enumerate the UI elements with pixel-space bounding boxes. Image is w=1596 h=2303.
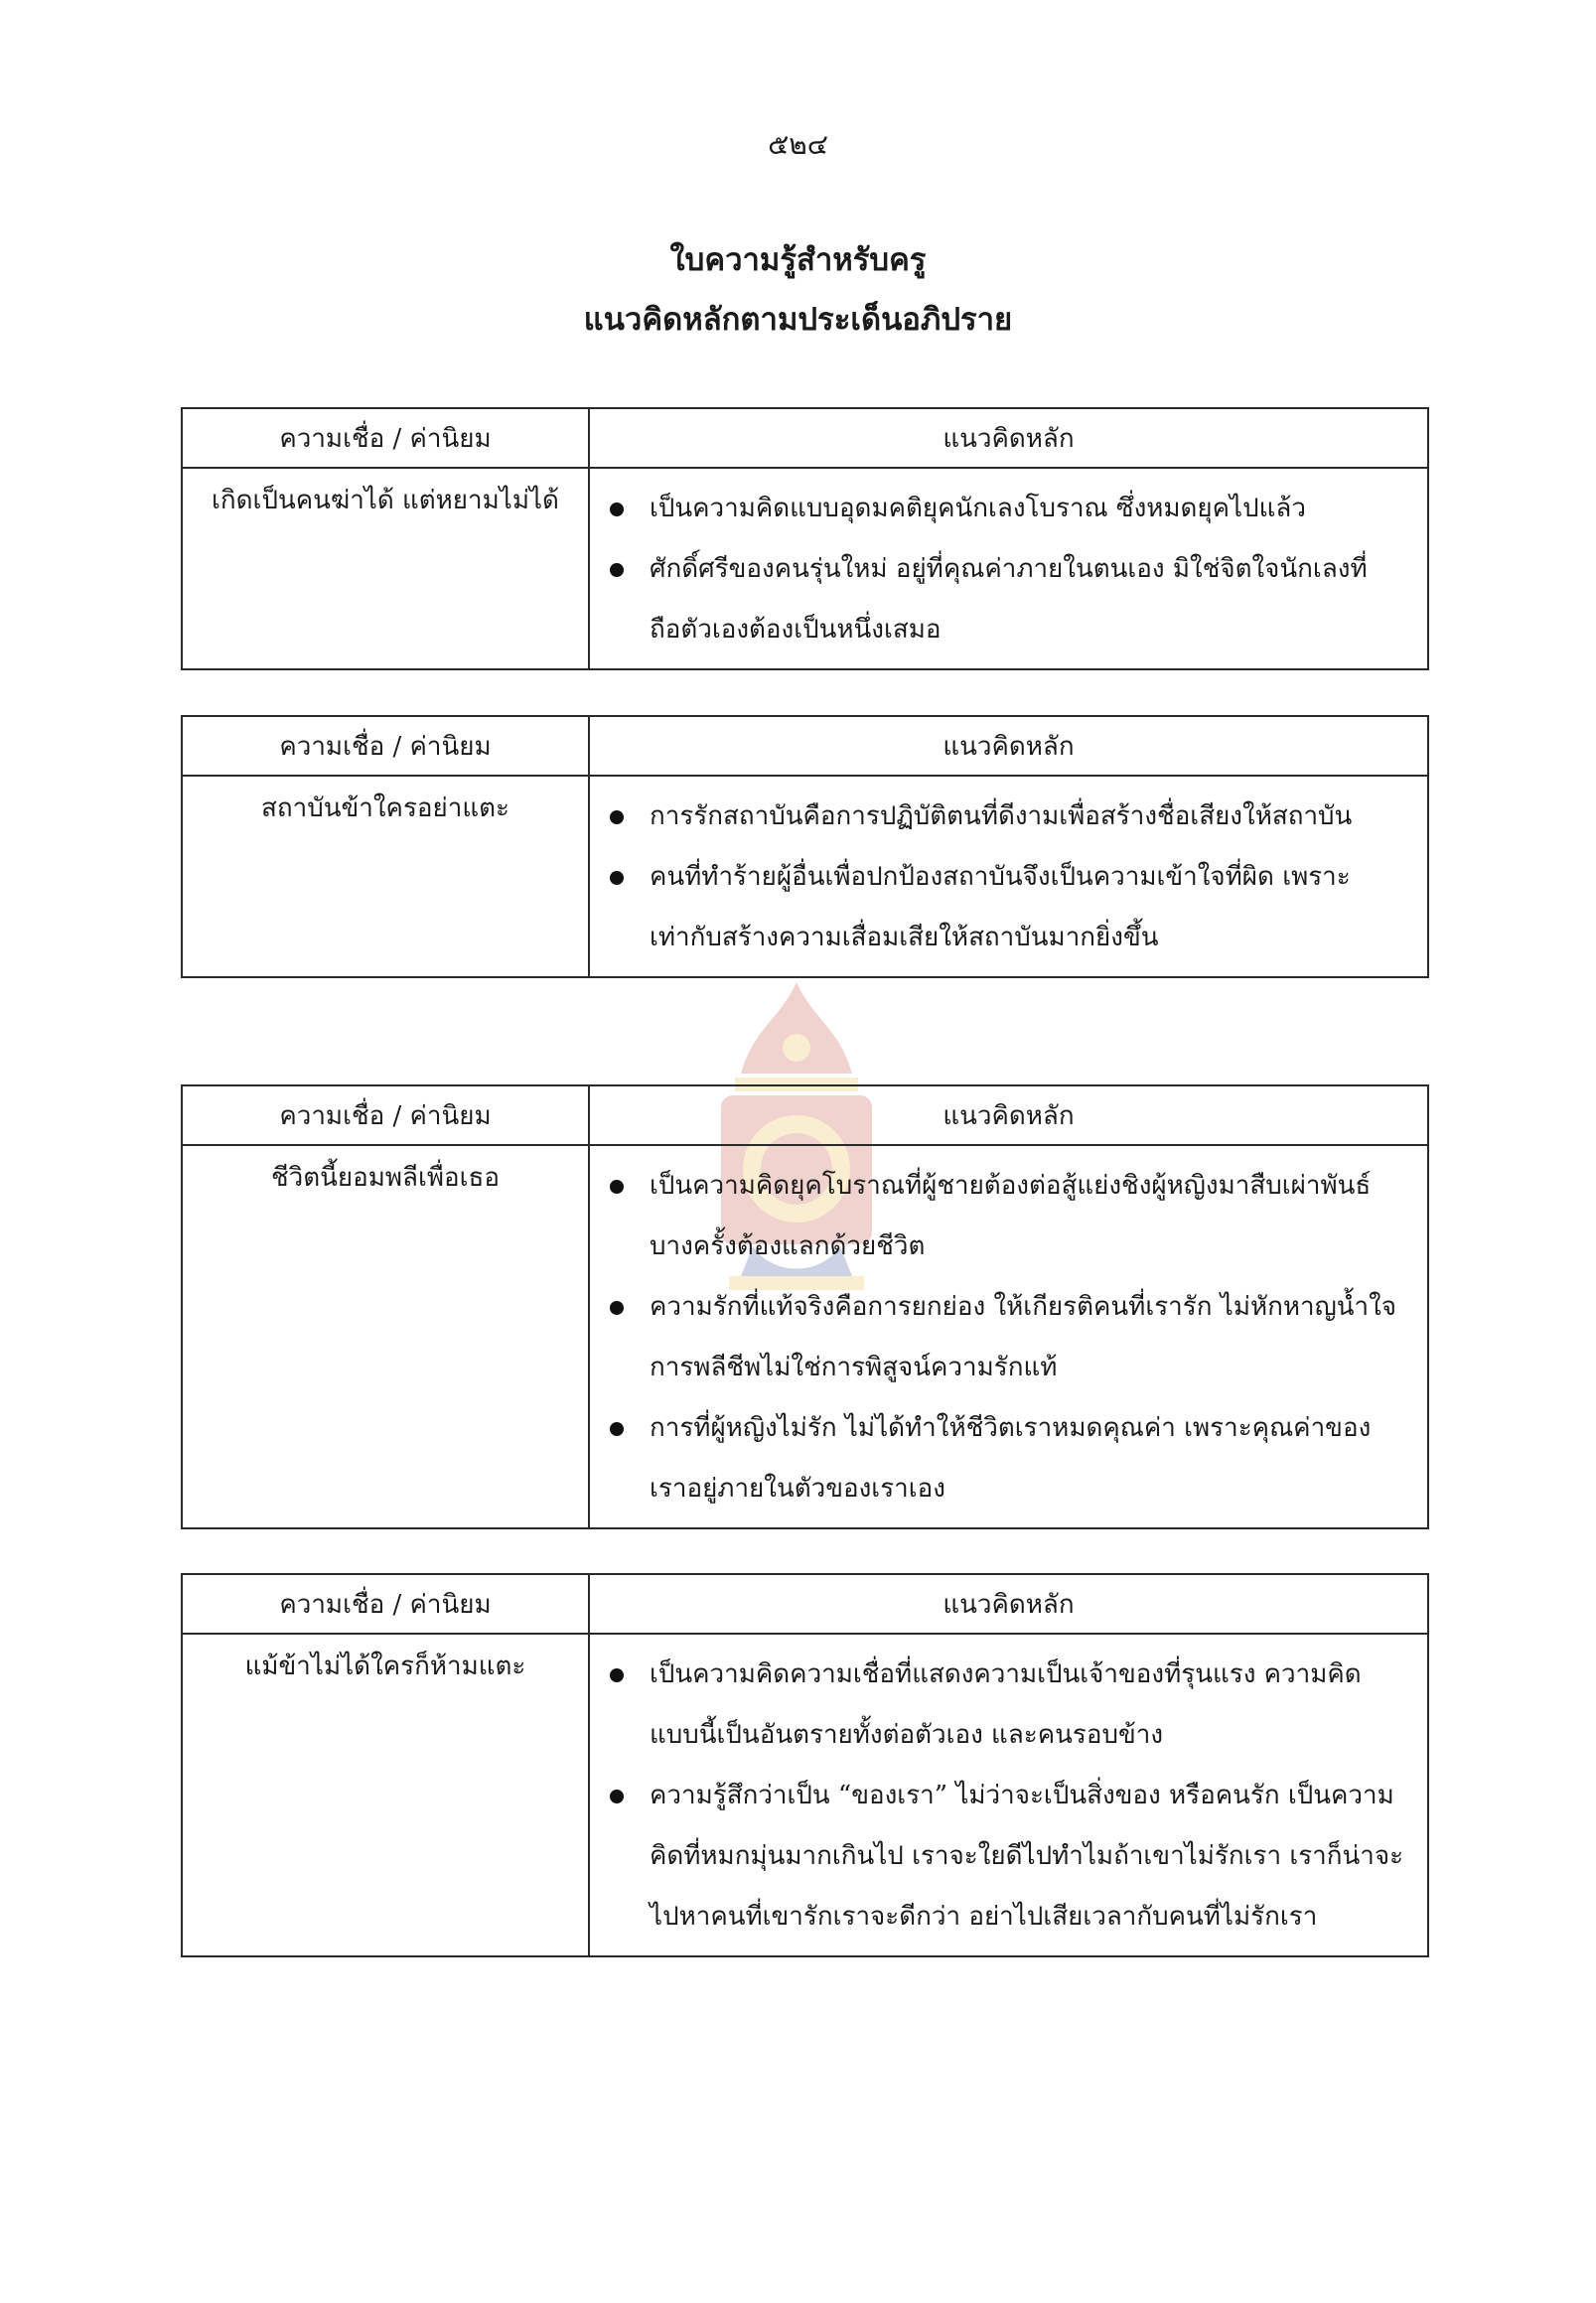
concept-item [604,1766,1407,1947]
bullet-icon [610,871,624,885]
belief-header: ความเชื่อ / ค่านิยม [182,716,589,776]
belief-cell: แม้ข้าไม่ได้ใครก็ห้ามแตะ [182,1634,589,1956]
concept-header: แนวคิดหลัก [589,716,1428,776]
concept-item [604,1645,1407,1766]
concept-text: เป็นความคิดความเชื่อที่แสดงความเป็นเจ้าของที่รุนแรง ความคิดแบบนี้เป็นอันตรายทั้งต่อตัวเอง และคนรอบข้าง [650,1659,1362,1750]
belief-header: ความเชื่อ / ค่านิยม [182,1085,589,1145]
page-number: ๕๒๔ [768,128,828,161]
concept-item [604,1277,1407,1398]
concept-text: ความรักที่แท้จริงคือการยกย่อง ให้เกียรติคนที่เรารัก ไม่หักหาญน้ำใจ การพลีชีพไม่ใช่การพิสูจน์ความรักแท้ [650,1292,1397,1382]
concepts-cell [589,776,1428,977]
concept-item [604,539,1407,660]
concept-item [604,1156,1407,1277]
concept-item [604,1398,1407,1519]
concept-text: ศักดิ์ศรีของคนรุ่นใหม่ อยู่ที่คุณค่าภายในตนเอง มิใช่จิตใจนักเลงที่ถือตัวเองต้องเป็นหนึ่งเสมอ [650,554,1368,645]
bullet-icon [610,1180,624,1194]
bullet-icon [610,1301,624,1315]
bullet-icon [610,810,624,824]
concept-text: เป็นความคิดยุคโบราณที่ผู้ชายต้องต่อสู้แย่งชิงผู้หญิงมาสืบเผ่าพันธ์ บางครั้งต้องแลกด้วยชีวิต [650,1171,1372,1261]
belief-header: ความเชื่อ / ค่านิยม [182,408,589,468]
belief-cell: สถาบันข้าใครอย่าแตะ [182,776,589,977]
concept-item [604,847,1407,968]
concept-text: ความรู้สึกว่าเป็น “ของเรา” ไม่ว่าจะเป็นสิ่งของ หรือคนรัก เป็นความคิดที่หมกมุ่นมากเกินไป เราจะใยดีไปทำไมถ้าเขาไม่รักเรา เราก็น่าจะไปหาคนที่เขารักเราจะดีกว่า อย่าไปเสียเวลากับคนที่ไม่รักเรา [650,1781,1404,1932]
belief-table-4 [181,1573,1429,1957]
concept-header: แนวคิดหลัก [589,408,1428,468]
concept-item [604,787,1407,847]
belief-cell: ชีวิตนี้ยอมพลีเพื่อเธอ [182,1145,589,1528]
belief-header: ความเชื่อ / ค่านิยม [182,1574,589,1634]
page-title: ใบความรู้สำหรับครู [669,242,927,278]
concept-text: คนที่ทำร้ายผู้อื่นเพื่อปกป้องสถาบันจึงเป็นความเข้าใจที่ผิด เพราะเท่ากับสร้างความเสื่อมเสียให้สถาบันมากยิ่งขึ้น [650,862,1351,952]
bullet-icon [610,1422,624,1436]
concept-text: เป็นความคิดแบบอุดมคติยุคนักเลงโบราณ ซึ่งหมดยุคไปแล้ว [650,494,1306,523]
concepts-cell [589,1634,1428,1956]
belief-table-3 [181,1084,1429,1529]
bullet-icon [610,1668,624,1682]
concept-text: การรักสถาบันคือการปฏิบัติตนที่ดีงามเพื่อสร้างชื่อเสียงให้สถาบัน [650,801,1353,831]
belief-table-1 [181,407,1429,670]
bullet-icon [610,503,624,516]
concept-header: แนวคิดหลัก [589,1574,1428,1634]
concept-header: แนวคิดหลัก [589,1085,1428,1145]
concepts-cell [589,468,1428,669]
belief-cell: เกิดเป็นคนฆ่าได้ แต่หยามไม่ได้ [182,468,589,669]
concept-text: การที่ผู้หญิงไม่รัก ไม่ได้ทำให้ชีวิตเราหมดคุณค่า เพราะคุณค่าของเราอยู่ภายในตัวของเราเอง [650,1413,1372,1504]
page-subtitle: แนวคิดหลักตามประเด็นอภิปราย [583,302,1013,338]
belief-table-2 [181,715,1429,978]
concept-item [604,479,1407,539]
concepts-cell [589,1145,1428,1528]
bullet-icon [610,563,624,577]
bullet-icon [610,1790,624,1803]
